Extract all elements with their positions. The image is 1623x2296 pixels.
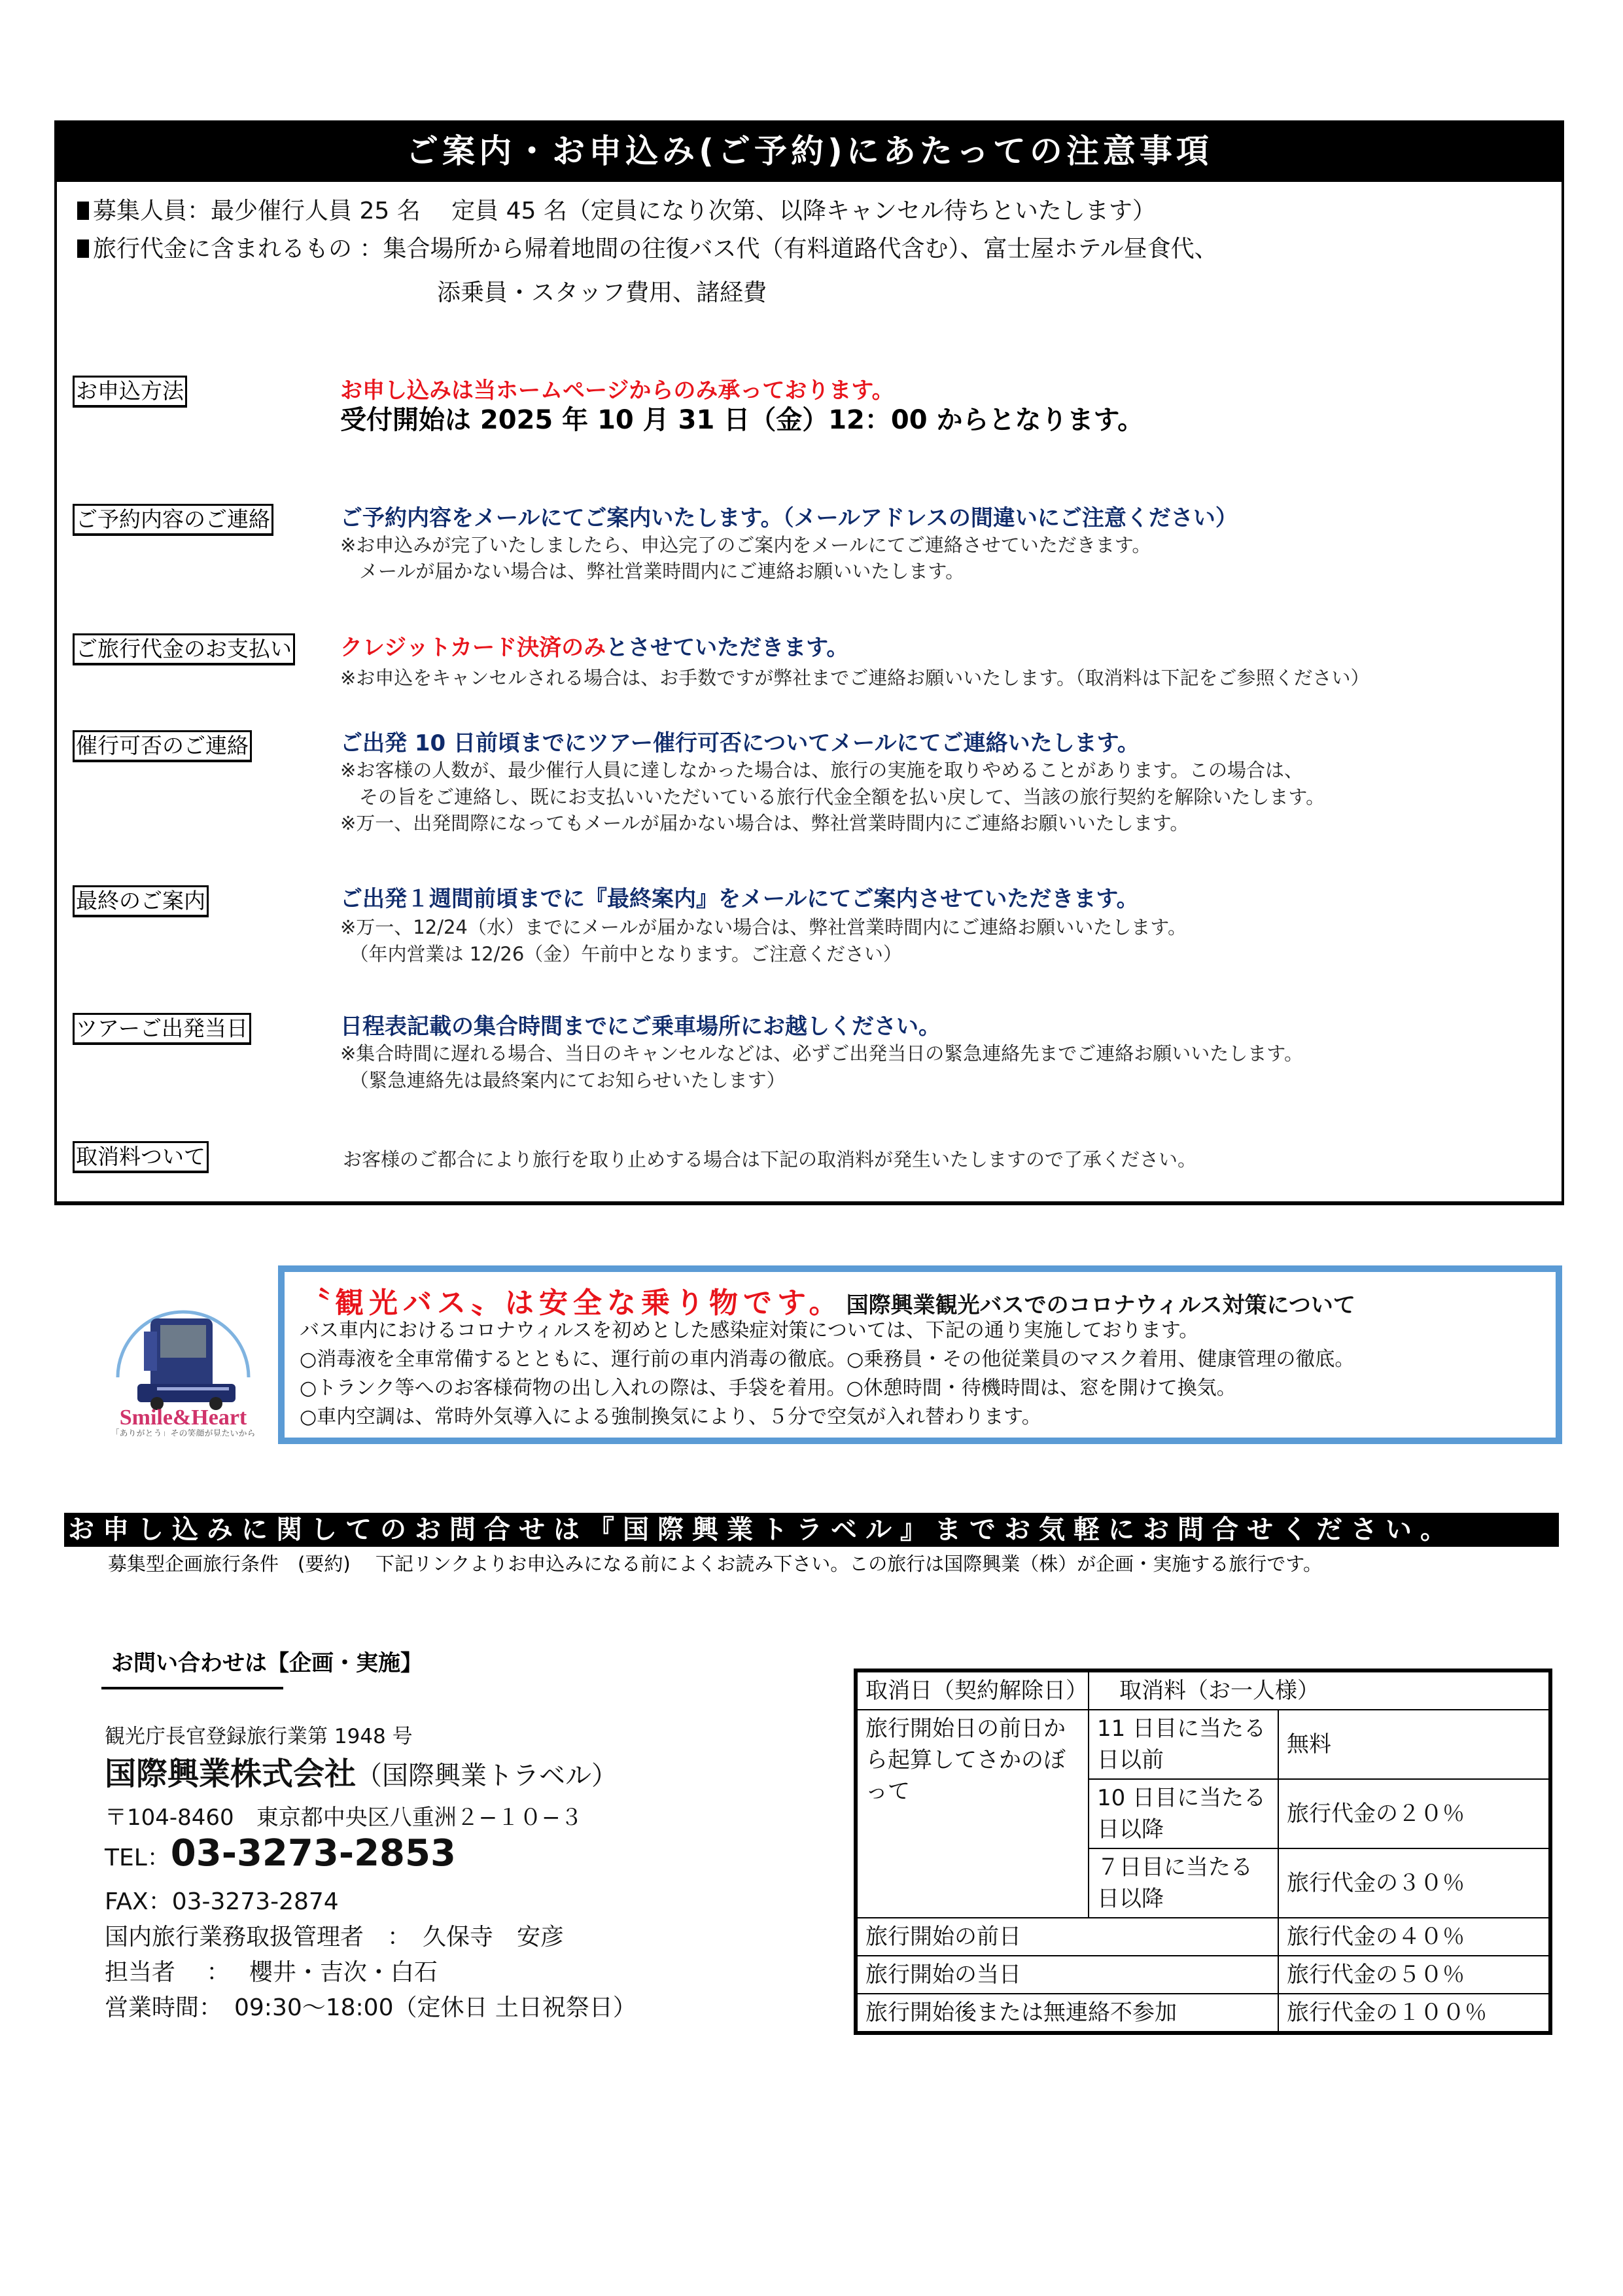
- table-header-row: [856, 1670, 1550, 1710]
- company-tel: TEL：03-3273-2853: [105, 1832, 456, 1875]
- departure-note: ※集合時間に遅れる場合、当日のキャンセルなどは、必ずご出発当日の緊急連絡先までご連絡お願いいたします。: [340, 1042, 1303, 1065]
- cancellation-fee-table: [854, 1669, 1552, 2035]
- staff-in-charge: 担当者 ： 櫻井・吉次・白石: [105, 1959, 438, 1986]
- corona-title: 〝観光バス〟は安全な乗り物です。 国際興業観光バスでのコロナウィルス対策について: [301, 1286, 1355, 1320]
- apply-start-date: 受付開始は 2025 年 10 月 31 日（金）12：00 からとなります。: [340, 405, 1144, 435]
- contact-heading: お問い合わせは【企画・実施】: [111, 1650, 423, 1676]
- bus-icon: [92, 1273, 275, 1436]
- company-name: 国際興業株式会社（国際興業トラベル）: [105, 1756, 618, 1792]
- apply-head: お申し込みは当ホームページからのみ承っております。: [340, 378, 894, 404]
- table-cell-period: 11 日目に当たる日以前: [1089, 1710, 1278, 1779]
- label-final-info: 最終のご案内: [73, 885, 209, 917]
- svg-text:「ありがとう」その笑顔が見たいから: 「ありがとう」その笑顔が見たいから: [111, 1429, 256, 1436]
- square-bullet-icon: [77, 202, 89, 220]
- notice-title: ご案内・お申込み(ご予約)にあたっての注意事項: [54, 120, 1564, 182]
- departure-note: （緊急連絡先は最終案内にてお知らせいたします）: [340, 1069, 786, 1091]
- label-payment: ご旅行代金のお支払い: [73, 633, 295, 665]
- registration-number: 観光庁長官登録旅行業第 1948 号: [105, 1725, 413, 1748]
- contact-head: ご予約内容をメールにてご案内いたします。（メールアドレスの間違いにご注意ください）: [340, 505, 1238, 531]
- corona-line: ○消毒液を全車常備するとともに、運行前の車内消毒の徹底。○乗務員・その他従業員のマスク着用、健康管理の徹底。: [300, 1348, 1355, 1371]
- table-cell-period: 10 日目に当たる日以降: [1089, 1779, 1278, 1848]
- payment-note: ※お申込をキャンセルされる場合は、お手数ですが弊社までご連絡お願いいたします。（取消料は下記をご参照ください）: [340, 667, 1370, 689]
- decision-note: ※お客様の人数が、最少催行人員に達しなかった場合は、旅行の実施を取りやめることがあります。この場合は、: [340, 759, 1303, 781]
- table-cell-fee: 旅行代金の４０％: [1278, 1918, 1550, 1956]
- decision-note: その旨をご連絡し、既にお支払いいただいている旅行代金全額を払い戻して、当該の旅行契約を解除いたします。: [340, 786, 1325, 808]
- contact-heading-underline: [101, 1687, 283, 1689]
- svg-text:Smile&Heart: Smile&Heart: [119, 1405, 247, 1430]
- cancellation-text: お客様のご都合により旅行を取り止めする場合は下記の取消料が発生いたしますので了承ください。: [343, 1148, 1197, 1171]
- label-decision: 催行可否のご連絡: [73, 730, 252, 762]
- payment-head: クレジットカード決済のみとさせていただきます。: [340, 635, 849, 661]
- travel-manager: 国内旅行業務取扱管理者 ： 久保寺 安彦: [105, 1924, 565, 1951]
- business-hours: 営業時間： 09:30～18:00（定休日 土日祝祭日）: [105, 1994, 637, 2021]
- corona-line: ○トランク等へのお客様荷物の出し入れの際は、手袋を着用。○休憩時間・待機時間は、窓を開けて換気。: [300, 1377, 1236, 1400]
- table-cell-fee: 旅行代金の５０％: [1278, 1956, 1550, 1994]
- final-note: ※万一、12/24（水）までにメールが届かない場合は、弊社営業時間内にご連絡お願いいたします。: [340, 916, 1187, 938]
- decision-head: ご出発 10 日前頃までにツアー催行可否についてメールにてご連絡いたします。: [340, 730, 1140, 756]
- summary-included: 旅行代金に含まれるもの ：集合場所から帰着地間の往復バス代（有料道路代含む）、富士屋ホテル昼食代、: [77, 233, 1218, 266]
- label-apply: お申込方法: [73, 376, 187, 408]
- table-cell-fee: 旅行代金の３０％: [1278, 1848, 1550, 1918]
- summary-capacity: 募集人員：最少催行人員 25 名 定員 45 名（定員になり次第、以降キャンセル待ちといたします）: [77, 195, 1156, 228]
- smile-heart-logo: [92, 1273, 275, 1436]
- departure-head: 日程表記載の集合時間までにご乗車場所にお越しください。: [340, 1014, 941, 1040]
- decision-note: ※万一、出発間際になってもメールが届かない場合は、弊社営業時間内にご連絡お願いいたします。: [340, 812, 1189, 834]
- table-cell-period: 旅行開始の当日: [856, 1956, 1278, 1994]
- tel-number-link[interactable]: 03-3273-2853: [170, 1832, 456, 1875]
- final-head: ご出発１週間前頃までに『最終案内』をメールにてご案内させていただきます。: [340, 886, 1139, 912]
- table-cell-period: ７日目に当たる日以降: [1089, 1848, 1278, 1918]
- table-row: [856, 1956, 1550, 1994]
- label-reservation-contact: ご予約内容のご連絡: [73, 504, 273, 536]
- contact-note: ※お申込みが完了いたしましたら、申込完了のご案内をメールにてご連絡させていただきます。: [340, 534, 1151, 556]
- table-cell-fee: 旅行代金の２０％: [1278, 1779, 1550, 1848]
- table-header: 取消料（お一人様）: [1089, 1670, 1550, 1710]
- square-bullet-icon: [77, 239, 89, 258]
- final-note: （年内営業は 12/26（金）午前中となります。ご注意ください）: [340, 943, 902, 965]
- corona-line: ○車内空調は、常時外気導入による強制換気により、５分で空気が入れ替わります。: [300, 1405, 1041, 1428]
- company-address: 〒104-8460 東京都中央区八重洲２−１０−３: [105, 1805, 583, 1831]
- company-fax: FAX：03-3273-2874: [105, 1888, 339, 1915]
- table-cell-period: 旅行開始の前日: [856, 1918, 1278, 1956]
- table-cell-period: 旅行開始後または無連絡不参加: [856, 1994, 1278, 2033]
- table-cell-fee: 無料: [1278, 1710, 1550, 1779]
- travel-conditions-link-text[interactable]: 募集型企画旅行条件 (要約) 下記リンクよりお申込みになる前によくお読み下さい。この旅行は国際興業（株）が企画・実施する旅行です。: [108, 1553, 1322, 1575]
- table-cell-fee: 旅行代金の１００％: [1278, 1994, 1550, 2033]
- contact-note: メールが届かない場合は、弊社営業時間内にご連絡お願いいたします。: [340, 560, 965, 582]
- label-cancellation: 取消料ついて: [73, 1141, 209, 1173]
- summary-included-cont: 添乗員・スタッフ費用、諸経費: [437, 279, 767, 306]
- inquiry-banner: お申し込みに関してのお問合せは『国際興業トラベル』までお気軽にお問合せください。: [64, 1513, 1559, 1547]
- label-departure-day: ツアーご出発当日: [73, 1013, 251, 1045]
- table-header: 取消日（契約解除日）: [856, 1670, 1089, 1710]
- corona-line: バス車内におけるコロナウィルスを初めとした感染症対策については、下記の通り実施しております。: [300, 1319, 1199, 1342]
- table-row: [856, 1710, 1550, 1779]
- table-cell-group-label: 旅行開始日の前日から起算してさかのぼって: [856, 1710, 1089, 1918]
- table-row: [856, 1994, 1550, 2033]
- table-row: [856, 1918, 1550, 1956]
